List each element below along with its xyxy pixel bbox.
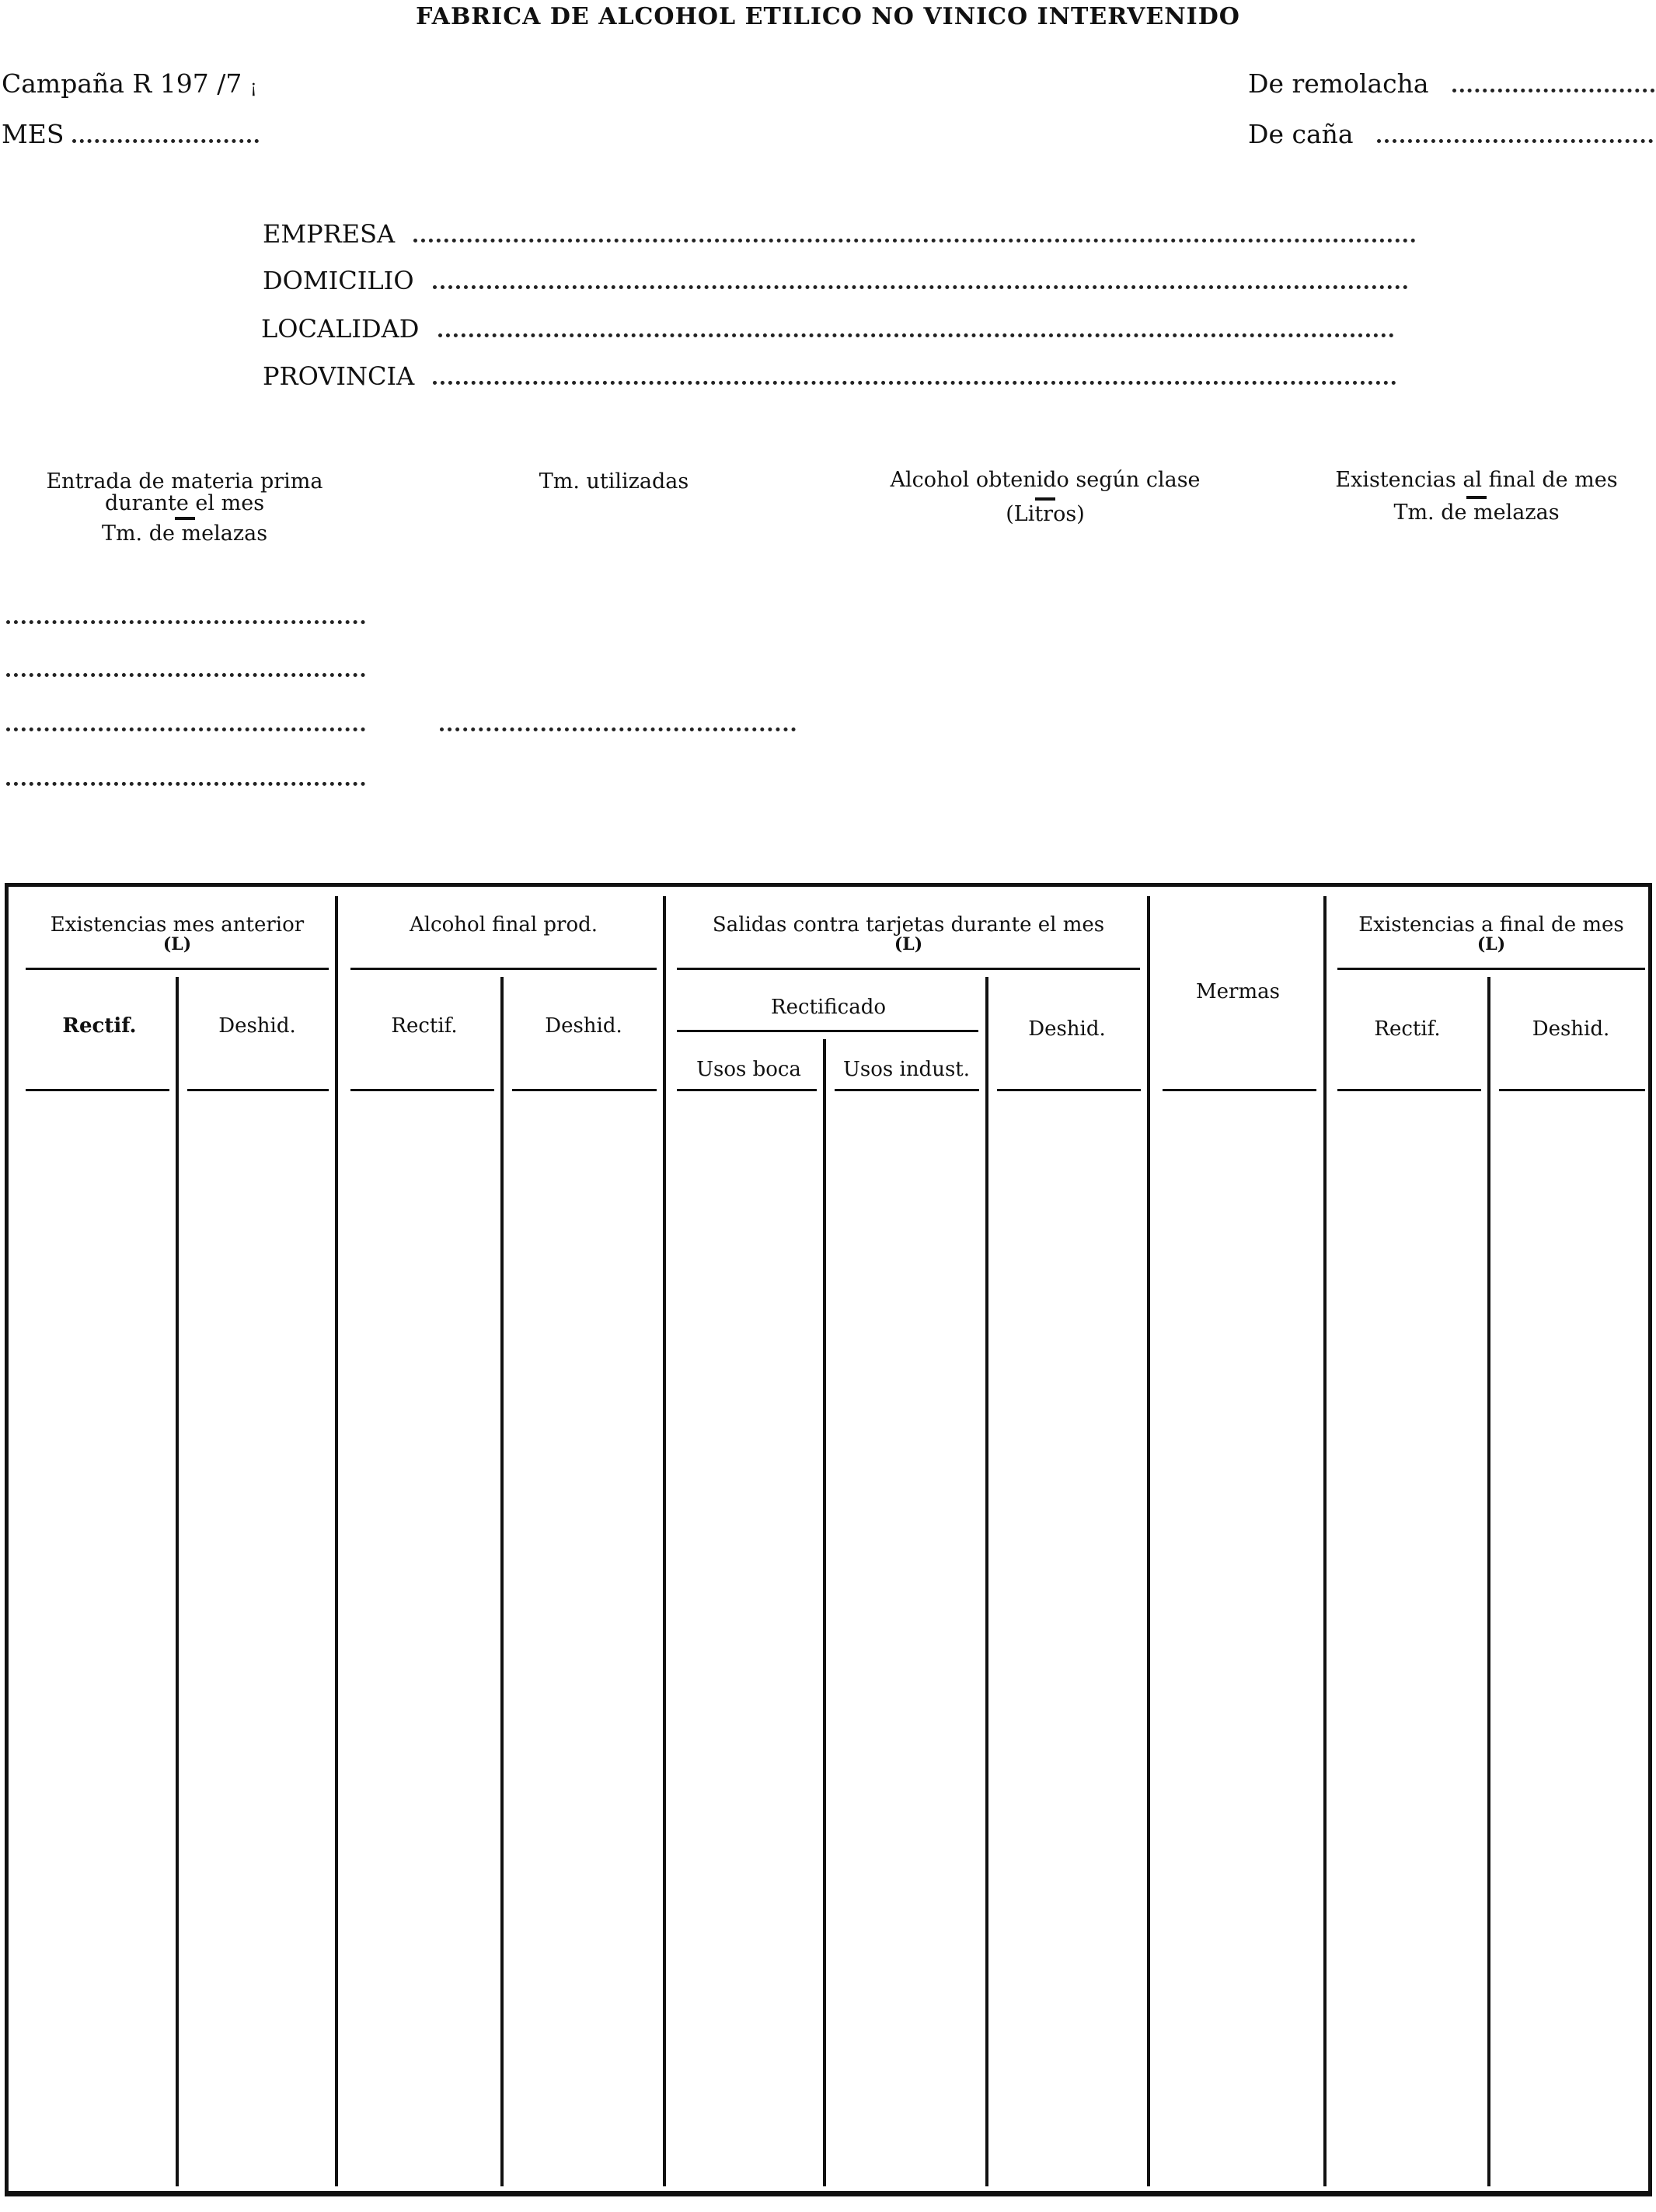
th-rectif-2: Rectif.	[391, 1014, 458, 1038]
entrada-line-3[interactable]	[6, 727, 365, 731]
empresa-field[interactable]	[263, 219, 1416, 249]
divider-1	[335, 896, 338, 2186]
th-deshid-3: Deshid.	[1028, 1017, 1106, 1041]
entrada-line-2[interactable]	[6, 673, 365, 677]
provincia-label: PROVINCIA	[263, 361, 415, 391]
th-salidas: Salidas contra tarjetas durante el mes (L)	[712, 913, 1105, 955]
subdivider-2	[500, 977, 504, 2186]
th-existencias-mes-anterior: Existencias mes anterior (L)	[50, 913, 305, 955]
divider-4	[1323, 896, 1327, 2186]
th-usos-boca: Usos boca	[696, 1058, 801, 1081]
th-deshid-1: Deshid.	[218, 1014, 296, 1038]
remolacha-dotted-line	[1452, 89, 1656, 92]
entrada-line-4[interactable]	[6, 782, 365, 786]
mes-field[interactable]	[2, 119, 259, 149]
th-rectif-1: Rectif.	[62, 1014, 137, 1038]
remolacha-label: De remolacha	[1248, 68, 1429, 99]
subdivider-1	[176, 977, 179, 2186]
th-usos-indust: Usos indust.	[842, 1058, 971, 1081]
mes-label: MES	[2, 119, 64, 149]
entrada-line-1[interactable]	[6, 620, 365, 624]
campana-field[interactable]: Campaña R 197 /7 ¡	[2, 68, 257, 99]
cana-field[interactable]	[1248, 119, 1653, 149]
divider-2	[663, 896, 666, 2186]
provincia-dotted-line	[433, 381, 1396, 385]
subdivider-5	[1487, 977, 1490, 2186]
cana-label: De caña	[1248, 119, 1354, 149]
domicilio-dotted-line	[433, 285, 1408, 289]
localidad-dotted-line	[438, 333, 1394, 337]
th-rectif-3: Rectif.	[1374, 1017, 1441, 1041]
utilizadas-line[interactable]	[440, 727, 796, 731]
th-existencias-final-mes: Existencias a final de mes (L)	[1358, 913, 1624, 955]
existencias-final-header: Existencias al final de mes Tm. de melazas	[1335, 468, 1618, 525]
th-rectificado: Rectificado	[771, 996, 886, 1019]
campana-label: Campaña R 197 /7	[2, 68, 242, 99]
th-mermas: Mermas	[1196, 980, 1280, 1003]
entrada-header: Entrada de materia prima durante el mes Tm. de melazas	[46, 469, 323, 546]
th-deshid-2: Deshid.	[545, 1014, 622, 1038]
domicilio-field[interactable]	[263, 266, 1408, 295]
empresa-label: EMPRESA	[263, 219, 396, 249]
provincia-field[interactable]	[263, 361, 1396, 391]
alcohol-header: Alcohol obtenido según clase (Litros)	[890, 468, 1201, 527]
domicilio-label: DOMICILIO	[263, 266, 414, 295]
mes-dotted-line	[72, 139, 259, 143]
localidad-field[interactable]	[261, 314, 1394, 344]
localidad-label: LOCALIDAD	[261, 314, 420, 344]
utilizadas-header: Tm. utilizadas	[539, 469, 689, 494]
subdivider-3	[985, 977, 988, 2186]
th-alcohol-final-prod: Alcohol final prod.	[409, 913, 598, 937]
cana-dotted-line	[1377, 139, 1653, 143]
empresa-dotted-line	[413, 239, 1416, 242]
subdivider-4	[823, 1039, 826, 2186]
page-title: FABRICA DE ALCOHOL ETILICO NO VINICO INTERVENIDO	[416, 3, 1240, 30]
th-deshid-4: Deshid.	[1532, 1017, 1610, 1041]
remolacha-field[interactable]	[1248, 68, 1656, 99]
divider-3	[1147, 896, 1150, 2186]
stock-table	[5, 883, 1652, 2196]
